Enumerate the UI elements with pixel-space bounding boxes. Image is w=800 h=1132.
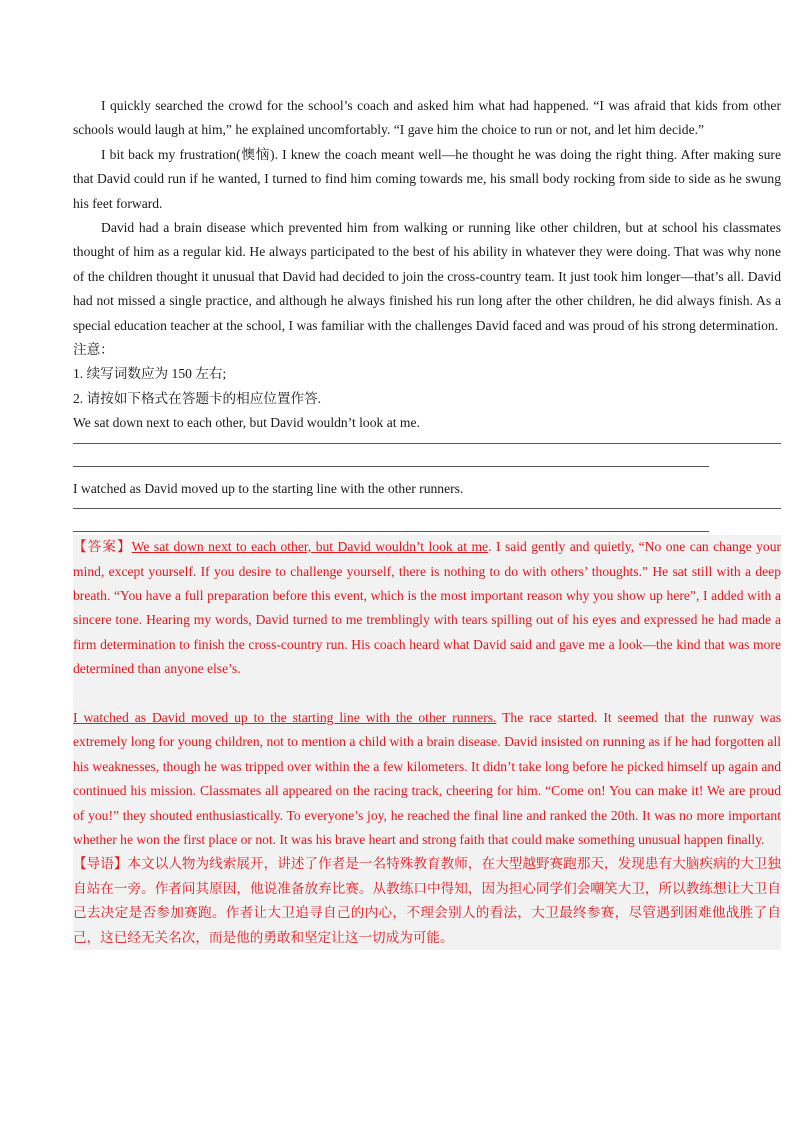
answer-p2-rest: The race started. It seemed that the runway was extremely long for young children, not to mention a child with a brain disease. David insisted on running as if he had forgotten all his weaknesses, though he was tripped over within the a few kilometers. It didn’t take long before he picked himself up again and continued his mission. Classmates all appeared on the racing track, cheering for him. “Come on! You can make it! We are proud of you!” they shouted enthusiastically. To everyone’s joy, he reached the final line and ranked the 20th. It was no more important whether he won the first place or not. It was his brave heart and strong faith that could make something unusual happen finally. [73,709,781,847]
prompt-second: I watched as David moved up to the starting line with the other runners. [73,480,464,496]
guide-text: 本文以人物为线索展开，讲述了作者是一名特殊教育教师，在大型越野赛跑那天，发现患有大脑疾病的大卫独自站在一旁。作者问其原因，他说准备放弃比赛。从教练口中得知，因为担心同学们会嘲笑大卫，所以教练想让大卫自己去决定是否参加赛跑。作者让大卫追寻自己的内心，不理会别人的看法，大卫最终参赛，尽管遇到困难他战胜了自己，这已经无关名次，而是他的勇敢和坚定让这一切成为可能。 [73,856,782,945]
answer-paragraph-2 [73,706,781,852]
notes-heading: 注意： [73,342,114,358]
passage-paragraph-1: I quickly searched the crowd for the school’s coach and asked him what had happened. “I was afraid that kids from other schools would laugh at him,” he explained uncomfortably. “I gave him the choice to run or not, and let him decide.” [73,98,781,138]
answer-p1-lead: We sat down next to each other, but David wouldn’t look at me [131,539,489,555]
passage-paragraph-3: David had a brain disease which prevented him from walking or running like other children, but at school his classmates thought of him as a regular kid. He always participated to the best of his ability in whatever they were doing. That was why none of the children thought it unusual that David had decided to join the cross-country team. It just took him longer—that’s all. David had not missed a single practice, and although he always finished his run long after the other children, he did always finish. As a special education teacher at the school, I was familiar with the challenges David faced and was proud of his strong determination. [73,220,781,333]
answer-tag: 【答案】 [73,539,132,555]
notes-item-1: 1. 续写词数应为 150 左右; [73,366,227,382]
answer-p2-lead: I watched as David moved up to the starting line with the other runners. [73,709,497,725]
answer-section [73,535,781,950]
document-page [73,94,781,950]
guide-tag: 【导语】 [73,856,128,872]
prompt-first: We sat down next to each other, but David wouldn’t look at me. [73,415,420,431]
notes-item-2: 2. 请按如下格式在答题卡的相应位置作答. [73,390,322,406]
passage-paragraph-2: I bit back my frustration(懊恼). I knew the coach meant well—he thought he was doing the right thing. After making sure that David could run if he wanted, I turned to find him coming towards me, his small body rocking from side to side as he swung his feet forward. [73,146,781,211]
answer-p1-rest: . I said gently and quietly, “No one can change your mind, except yourself. If you desire to challenge yourself, there is nothing to do with others’ thoughts.” He sat still with a deep breath. “You have a full preparation before this event, which is the most important reason why you show up here”, I added with a sincere tone. Hearing my words, David turned to me tremblingly with tears spilling out of his eyes and expressed he had made a firm determination to finish the cross-country run. His coach heard what David said and gave me a look—the kind that was more determined than anyone else’s. [73,539,782,677]
answer-paragraph-1 [73,535,781,681]
guide-paragraph [73,852,781,950]
